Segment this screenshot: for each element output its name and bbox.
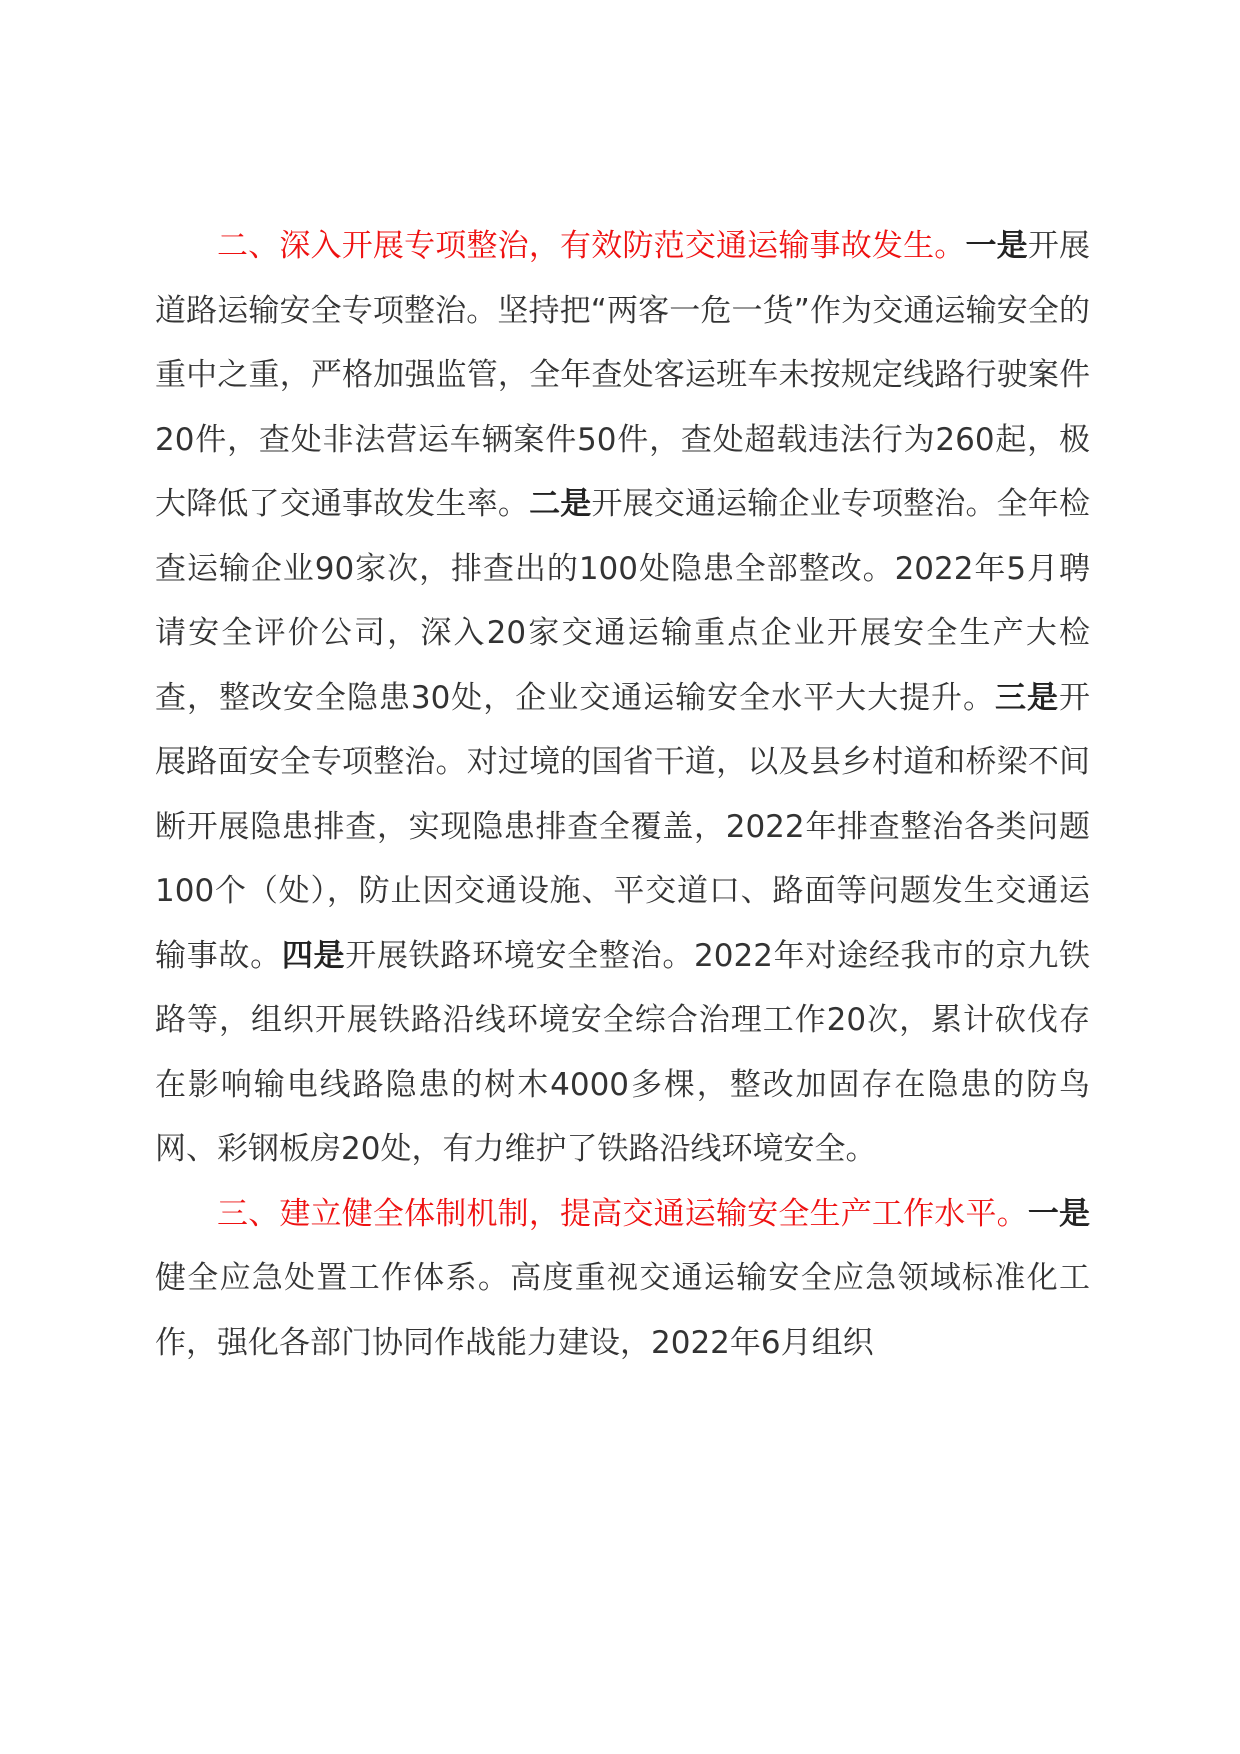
section-heading-two: 二、深入开展专项整治，有效防范交通运输事故发生。	[217, 228, 966, 264]
body-text: 健全应急处置工作体系。高度重视交通运输安全应急领域标准化工作，强化各部门协同作战能力建设，2022年6月组织	[155, 1260, 1090, 1361]
body-text: 开展交通运输企业专项整治。全年检查运输企业90家次，排查出的100处隐患全部整改。2022年5月聘请安全评价公司，深入20家交通运输重点企业开展安全生产大检查，整改安全隐患30处，企业交通运输安全水平大大提升。	[155, 486, 1091, 716]
body-text: 开展路面安全专项整治。对过境的国省干道，以及县乡村道和桥梁不间断开展隐患排查，实现隐患排查全覆盖，2022年排查整治各类问题100个（处），防止因交通设施、平交道口、路面等问题发生交通运输事故。	[155, 679, 1090, 974]
lead-marker-two: 二是	[529, 486, 592, 522]
paragraph-section-three	[155, 1182, 1090, 1376]
lead-marker-three: 三是	[995, 679, 1059, 716]
lead-marker-four: 四是	[281, 937, 346, 974]
paragraph-section-two	[155, 214, 1090, 1182]
lead-marker-one: 一是	[965, 228, 1028, 264]
lead-marker-one: 一是	[1027, 1195, 1090, 1232]
body-text: 开展道路运输安全专项整治。坚持把“两客一危一货”作为交通运输安全的重中之重，严格加强监管，全年查处客运班车未按规定线路行驶案件20件，查处非法营运车辆案件50件，查处超载违法行为260起，极大降低了交通事故发生率。	[155, 228, 1091, 522]
body-text: 开展铁路环境安全整治。2022年对途经我市的京九铁路等，组织开展铁路沿线环境安全综合治理工作20次，累计砍伐存在影响输电线路隐患的树木4000多棵，整改加固存在隐患的防鸟网、彩钢板房20处，有力维护了铁路沿线环境安全。	[155, 937, 1091, 1167]
document-body	[155, 214, 1090, 1375]
section-heading-three: 三、建立健全体制机制，提高交通运输安全生产工作水平。	[217, 1195, 1028, 1232]
